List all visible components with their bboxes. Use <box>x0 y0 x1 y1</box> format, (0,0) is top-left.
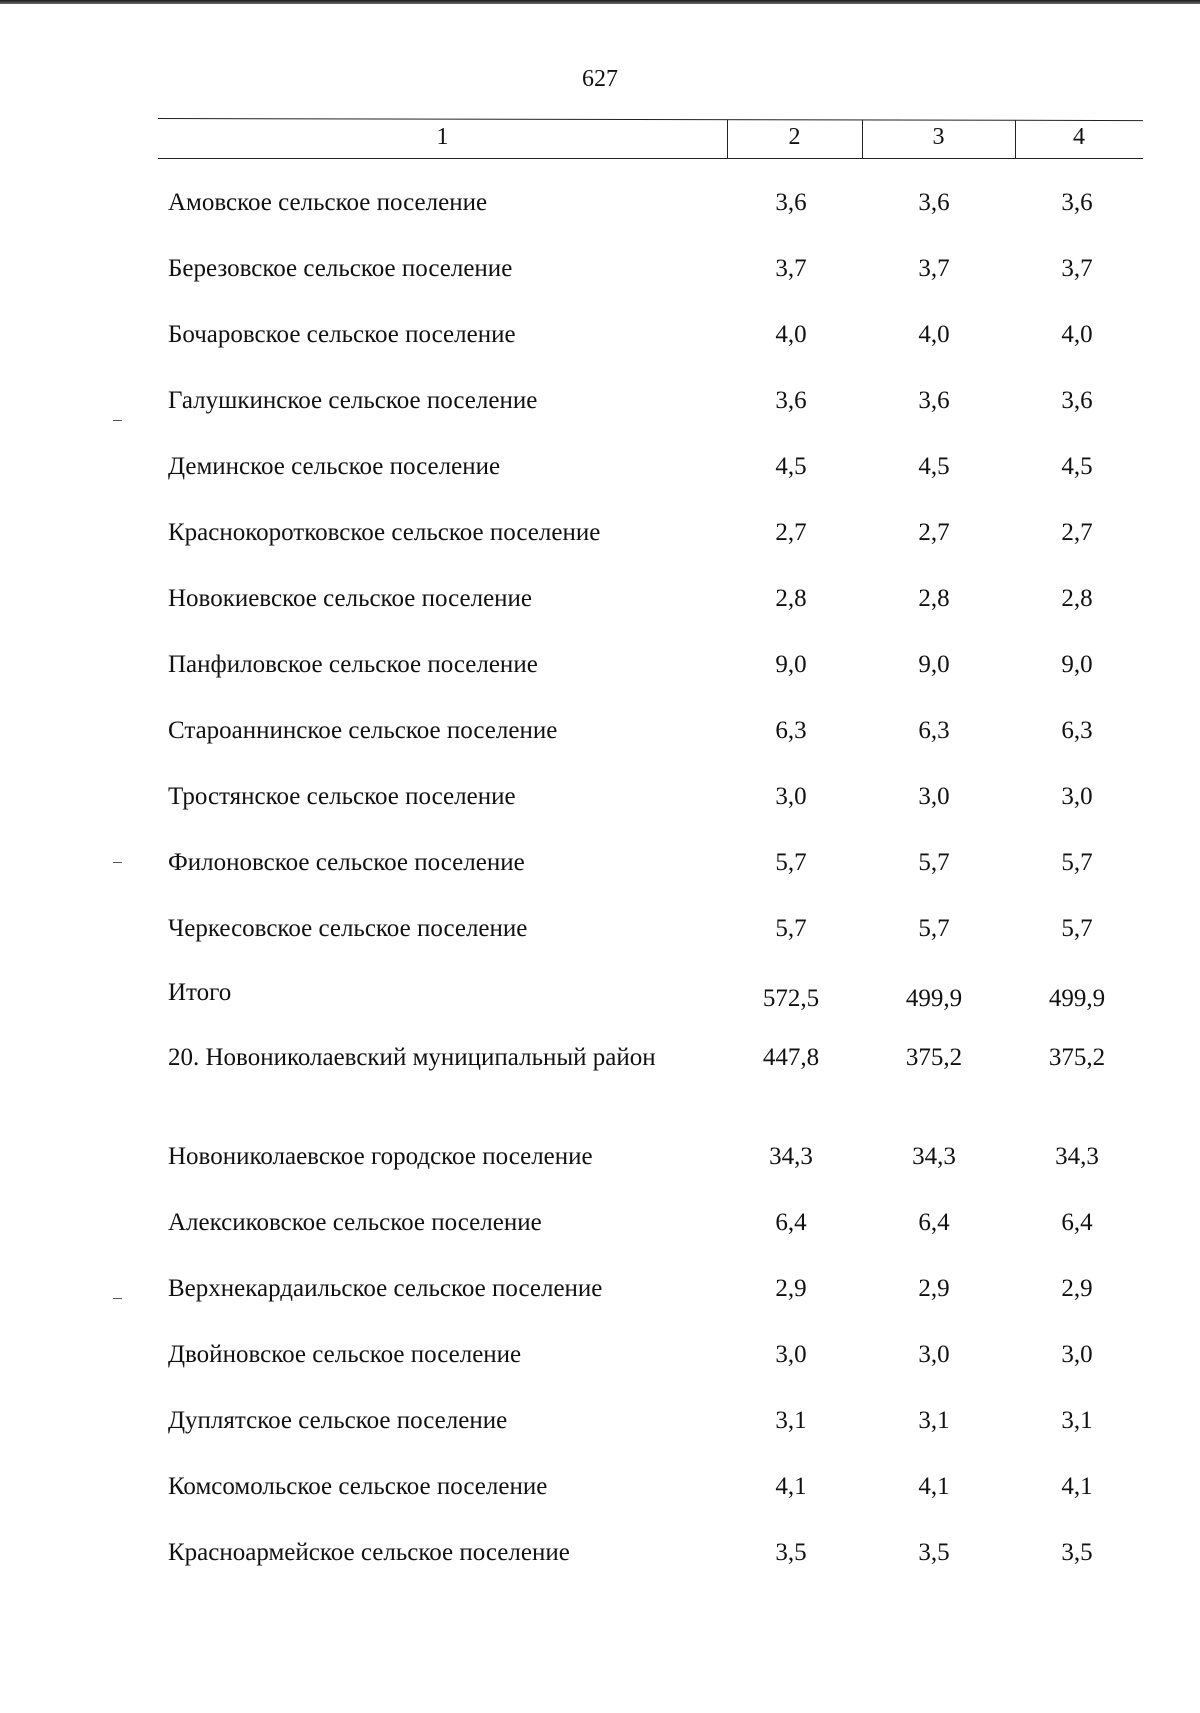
row-value-col2: 3,7 <box>775 255 807 282</box>
column-header-2: 2 <box>788 124 801 150</box>
row-value-col4: 4,0 <box>1061 321 1093 348</box>
row-name: Бочаровское сельское поселение <box>168 321 516 348</box>
column-header-4: 4 <box>1073 124 1085 150</box>
row-value-col2: 3,6 <box>775 189 807 216</box>
row-name: Амовское сельское поселение <box>168 189 488 216</box>
row-value-col4: 6,4 <box>1061 1209 1093 1236</box>
row-name: Новокиевское сельское поселение <box>168 585 533 612</box>
row-name: Новониколаевское городское поселение <box>168 1143 593 1170</box>
row-name: Верхнекардаильское сельское поселение <box>168 1275 603 1302</box>
row-value-col3: 375,2 <box>905 1044 963 1071</box>
row-value-col3: 4,0 <box>918 321 950 348</box>
row-value-col4: 3,0 <box>1061 1341 1093 1368</box>
row-name: Галушкинское сельское поселение <box>168 387 538 414</box>
row-value-col4: 3,7 <box>1061 255 1093 282</box>
row-value-col4: 6,3 <box>1061 717 1093 744</box>
row-value-col2: 5,7 <box>775 849 807 876</box>
row-name: Филоновское сельское поселение <box>168 849 525 876</box>
row-value-col3: 4,5 <box>918 453 950 480</box>
row-value-col4: 34,3 <box>1055 1143 1099 1170</box>
row-name: Краснокоротковское сельское поселение <box>168 519 601 546</box>
row-value-col3: 6,3 <box>918 717 950 744</box>
row-value-col2: 2,8 <box>775 585 807 612</box>
row-value-col4: 499,9 <box>1048 985 1106 1012</box>
row-name: Красноармейское сельское поселение <box>168 1539 570 1566</box>
row-name: Двойновское сельское поселение <box>168 1341 522 1368</box>
row-value-col2: 2,7 <box>775 519 807 546</box>
row-value-col2: 3,6 <box>775 387 807 414</box>
row-value-col3: 2,8 <box>918 585 950 612</box>
row-value-col4: 2,9 <box>1061 1275 1093 1302</box>
row-value-col3: 5,7 <box>918 915 950 942</box>
row-value-col4: 5,7 <box>1061 915 1093 942</box>
row-value-col2: 2,9 <box>775 1275 807 1302</box>
row-name: Деминское сельское поселение <box>168 453 501 480</box>
row-value-col3: 499,9 <box>905 985 963 1012</box>
row-value-col2: 34,3 <box>769 1143 813 1170</box>
row-value-col3: 6,4 <box>918 1209 950 1236</box>
row-value-col4: 375,2 <box>1048 1044 1106 1071</box>
row-value-col2: 9,0 <box>775 651 807 678</box>
row-value-col3: 2,7 <box>918 519 950 546</box>
row-value-col3: 5,7 <box>918 849 950 876</box>
row-value-col3: 3,6 <box>918 189 950 216</box>
row-value-col4: 4,5 <box>1061 453 1093 480</box>
margin-tick <box>113 1298 122 1299</box>
row-value-col3: 3,5 <box>918 1539 950 1566</box>
row-value-col3: 3,0 <box>918 1341 950 1368</box>
row-value-col2: 3,0 <box>775 1341 807 1368</box>
row-value-col4: 3,6 <box>1061 387 1093 414</box>
margin-tick <box>113 862 122 863</box>
row-value-col2: 447,8 <box>762 1044 820 1071</box>
row-value-col2: 3,0 <box>775 783 807 810</box>
row-name: Комсомольское сельское поселение <box>168 1473 548 1500</box>
row-value-col4: 3,6 <box>1061 189 1093 216</box>
header-top-rule <box>158 118 1143 121</box>
row-value-col3: 34,3 <box>912 1143 956 1170</box>
margin-tick <box>113 420 122 421</box>
row-value-col2: 5,7 <box>775 915 807 942</box>
row-value-col2: 3,5 <box>775 1539 807 1566</box>
row-name: Березовское сельское поселение <box>168 255 513 282</box>
row-name: Дуплятское сельское поселение <box>168 1407 508 1434</box>
header-bottom-rule <box>158 158 1143 159</box>
row-value-col2: 6,4 <box>775 1209 807 1236</box>
row-value-col3: 3,1 <box>918 1407 950 1434</box>
row-name: Алексиковское сельское поселение <box>168 1209 542 1236</box>
row-value-col2: 4,5 <box>775 453 807 480</box>
row-value-col4: 3,1 <box>1061 1407 1093 1434</box>
row-value-col4: 4,1 <box>1061 1473 1093 1500</box>
row-name: Тростянское сельское поселение <box>168 783 516 810</box>
row-value-col3: 4,1 <box>918 1473 950 1500</box>
row-value-col4: 3,0 <box>1061 783 1093 810</box>
row-value-col2: 3,1 <box>775 1407 807 1434</box>
row-value-col2: 6,3 <box>775 717 807 744</box>
column-header-1: 1 <box>436 124 449 150</box>
row-name: Черкесовское сельское поселение <box>168 915 528 942</box>
row-value-col3: 9,0 <box>918 651 950 678</box>
row-value-col4: 9,0 <box>1061 651 1093 678</box>
row-name: 20. Новониколаевский муниципальный район <box>168 1044 656 1071</box>
row-value-col3: 2,9 <box>918 1275 950 1302</box>
row-value-col2: 4,1 <box>775 1473 807 1500</box>
row-value-col3: 3,6 <box>918 387 950 414</box>
row-value-col2: 4,0 <box>775 321 807 348</box>
row-value-col3: 3,0 <box>918 783 950 810</box>
row-value-col2: 572,5 <box>762 985 820 1012</box>
column-header-3: 3 <box>932 124 945 150</box>
row-value-col4: 2,7 <box>1061 519 1093 546</box>
row-name: Панфиловское сельское поселение <box>168 651 538 678</box>
row-name: Староаннинское сельское поселение <box>168 717 558 744</box>
row-name: Итого <box>168 979 232 1006</box>
row-value-col4: 2,8 <box>1061 585 1093 612</box>
page-number: 627 <box>582 66 618 92</box>
row-value-col3: 3,7 <box>918 255 950 282</box>
row-value-col4: 5,7 <box>1061 849 1093 876</box>
row-value-col4: 3,5 <box>1061 1539 1093 1566</box>
scan-edge <box>0 0 1200 4</box>
